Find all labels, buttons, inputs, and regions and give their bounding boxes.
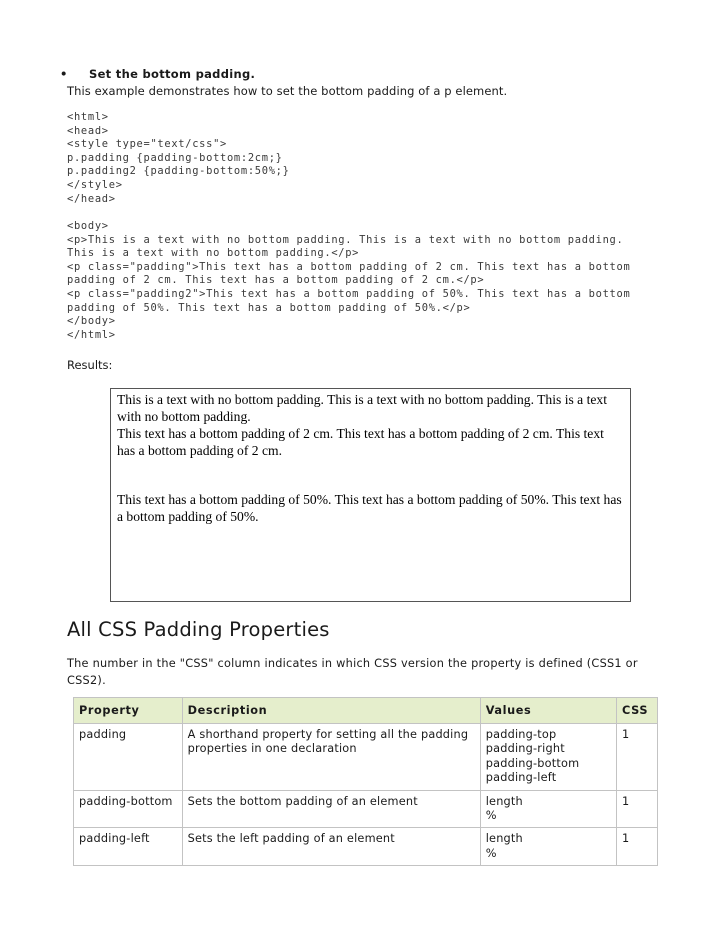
result-paragraph-no-padding: This is a text with no bottom padding. This is a text with no bottom padding. This is a text with no bottom padding. xyxy=(117,392,607,424)
bullet-icon: • xyxy=(60,67,68,81)
value-item: padding-left xyxy=(485,771,557,785)
example-intro: This example demonstrates how to set the bottom padding of a p element. xyxy=(67,84,508,98)
value-item: padding-top xyxy=(485,728,557,741)
results-label: Results: xyxy=(67,358,113,372)
value-item: length xyxy=(485,832,523,846)
table-row xyxy=(74,790,658,828)
code-block-head: <html> <head> <style type="text/css"> p.padding {padding-bottom:2cm;} p.padding2 {padding-bottom:50%;} </style> </head> xyxy=(67,111,290,205)
header-property: Property xyxy=(74,698,183,724)
table-row xyxy=(74,724,658,791)
header-values: Values xyxy=(480,698,616,724)
cell-property: padding xyxy=(74,724,183,791)
value-item: % xyxy=(485,809,497,823)
result-paragraph-2cm: This text has a bottom padding of 2 cm. This text has a bottom padding of 2 cm. This text has a bottom padding of 2 cm. xyxy=(117,426,604,458)
example-title: Set the bottom padding. xyxy=(89,67,256,81)
result-paragraph-50pct: This text has a bottom padding of 50%. This text has a bottom padding of 50%. This text has a bottom padding of 50%. xyxy=(117,492,622,524)
cell-css: 1 xyxy=(617,828,658,866)
value-item: padding-bottom xyxy=(485,756,580,770)
results-box xyxy=(110,388,631,602)
cell-css: 1 xyxy=(617,724,658,791)
header-css: CSS xyxy=(617,698,658,724)
section-title: All CSS Padding Properties xyxy=(67,618,330,641)
value-item: length xyxy=(485,794,523,808)
cell-description: Sets the left padding of an element xyxy=(182,828,480,866)
cell-values xyxy=(480,790,616,828)
table-header-row xyxy=(74,698,658,724)
cell-values xyxy=(480,724,616,791)
table-row xyxy=(74,828,658,866)
section-description: The number in the "CSS" column indicates in which CSS version the property is defined (CSS1 or CSS2). xyxy=(67,657,638,687)
value-item: % xyxy=(485,846,497,860)
cell-property: padding-left xyxy=(74,828,183,866)
properties-table xyxy=(73,697,658,866)
value-item: padding-right xyxy=(485,742,565,756)
code-block-body: <body> <p>This is a text with no bottom padding. This is a text with no bottom padding. This is a text with no bottom padding.</p> <p class="padding">This text has a bottom padding of 2 cm. This text has a bottom padding of 2 cm. This text has a bottom padding of 2 cm.</p> <p class="padding2">This text has a bottom padding of 50%. This text has a bottom padding of 50%. This text has a bottom padding of 50%.</p> </body> </html> xyxy=(67,220,631,341)
cell-description: A shorthand property for setting all the padding properties in one declaration xyxy=(182,724,480,791)
cell-property: padding-bottom xyxy=(74,790,183,828)
cell-values xyxy=(480,828,616,866)
header-description: Description xyxy=(182,698,480,724)
cell-css: 1 xyxy=(617,790,658,828)
cell-description: Sets the bottom padding of an element xyxy=(182,790,480,828)
